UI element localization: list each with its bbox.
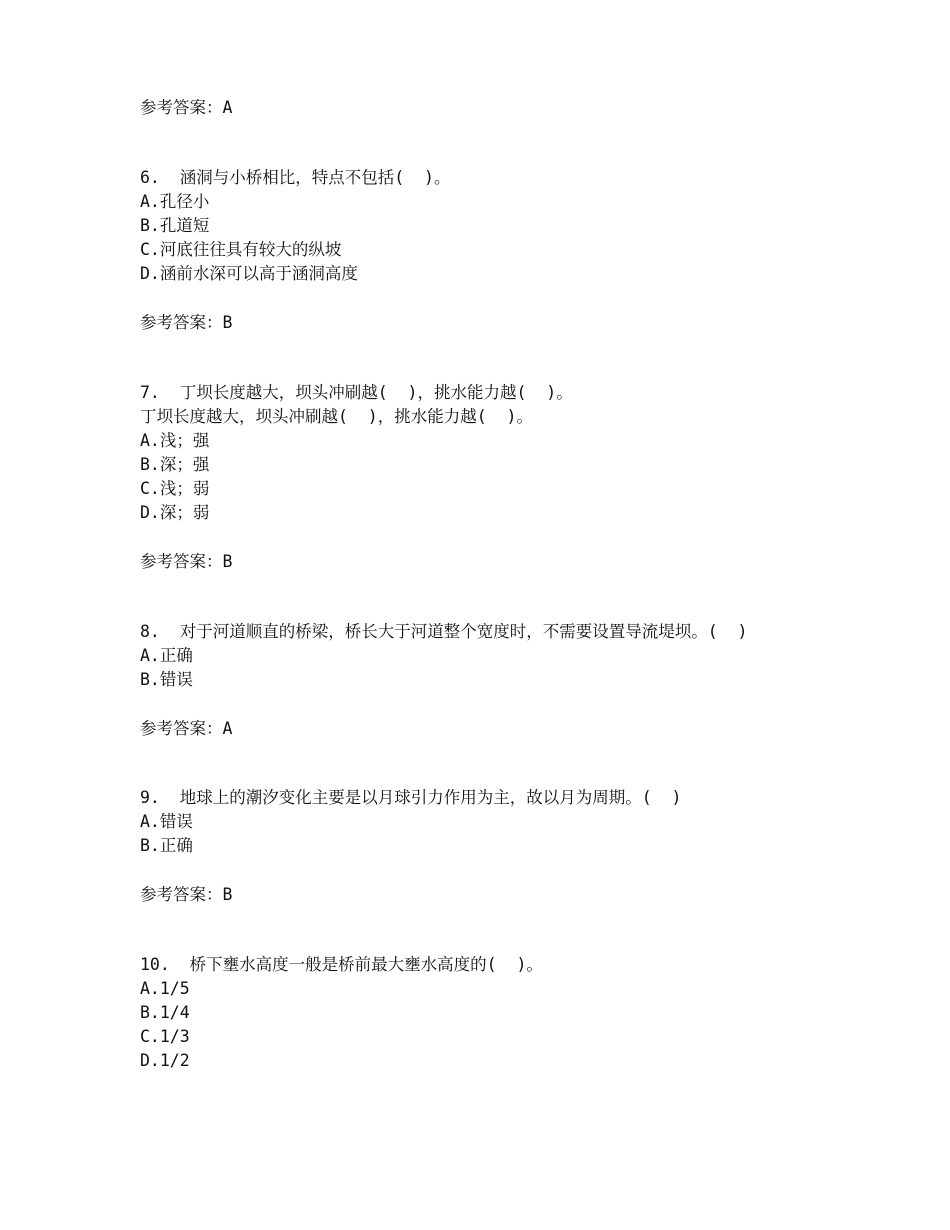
option-7d: D.深；弱 [140,503,210,522]
option-10a: A.1/5 [140,979,190,998]
option-6b: B.孔道短 [140,216,210,235]
question-8: 8. 对于河道顺直的桥梁，桥长大于河道整个宽度时，不需要设置导流堤坝。( ) [140,622,748,641]
option-8b: B.错误 [140,670,193,689]
question-6: 6. 涵洞与小桥相比，特点不包括( )。 [140,168,451,187]
option-6d: D.涵前水深可以高于涵洞高度 [140,264,358,283]
option-6a: A.孔径小 [140,192,210,211]
answer-q6: 参考答案：B [140,313,233,332]
answer-q9: 参考答案：B [140,885,233,904]
option-9a: A.错误 [140,812,193,831]
answer-q7: 参考答案：B [140,552,233,571]
question-7-restated: 丁坝长度越大，坝头冲刷越( )，挑水能力越( )。 [140,407,533,426]
question-10: 10. 桥下壅水高度一般是桥前最大壅水高度的( )。 [140,955,543,974]
answer-q8: 参考答案：A [140,719,233,738]
option-10b: B.1/4 [140,1003,190,1022]
option-7c: C.浅；弱 [140,479,210,498]
option-10c: C.1/3 [140,1027,190,1046]
answer-q5: 参考答案：A [140,98,233,117]
option-8a: A.正确 [140,646,193,665]
option-10d: D.1/2 [140,1051,190,1070]
option-6c: C.河底往往具有较大的纵坡 [140,240,342,259]
option-9b: B.正确 [140,836,193,855]
option-7a: A.浅；强 [140,431,210,450]
option-7b: B.深；强 [140,455,210,474]
question-7: 7. 丁坝长度越大，坝头冲刷越( )，挑水能力越( )。 [140,383,573,402]
question-9: 9. 地球上的潮汐变化主要是以月球引力作用为主，故以月为周期。( ) [140,788,682,807]
